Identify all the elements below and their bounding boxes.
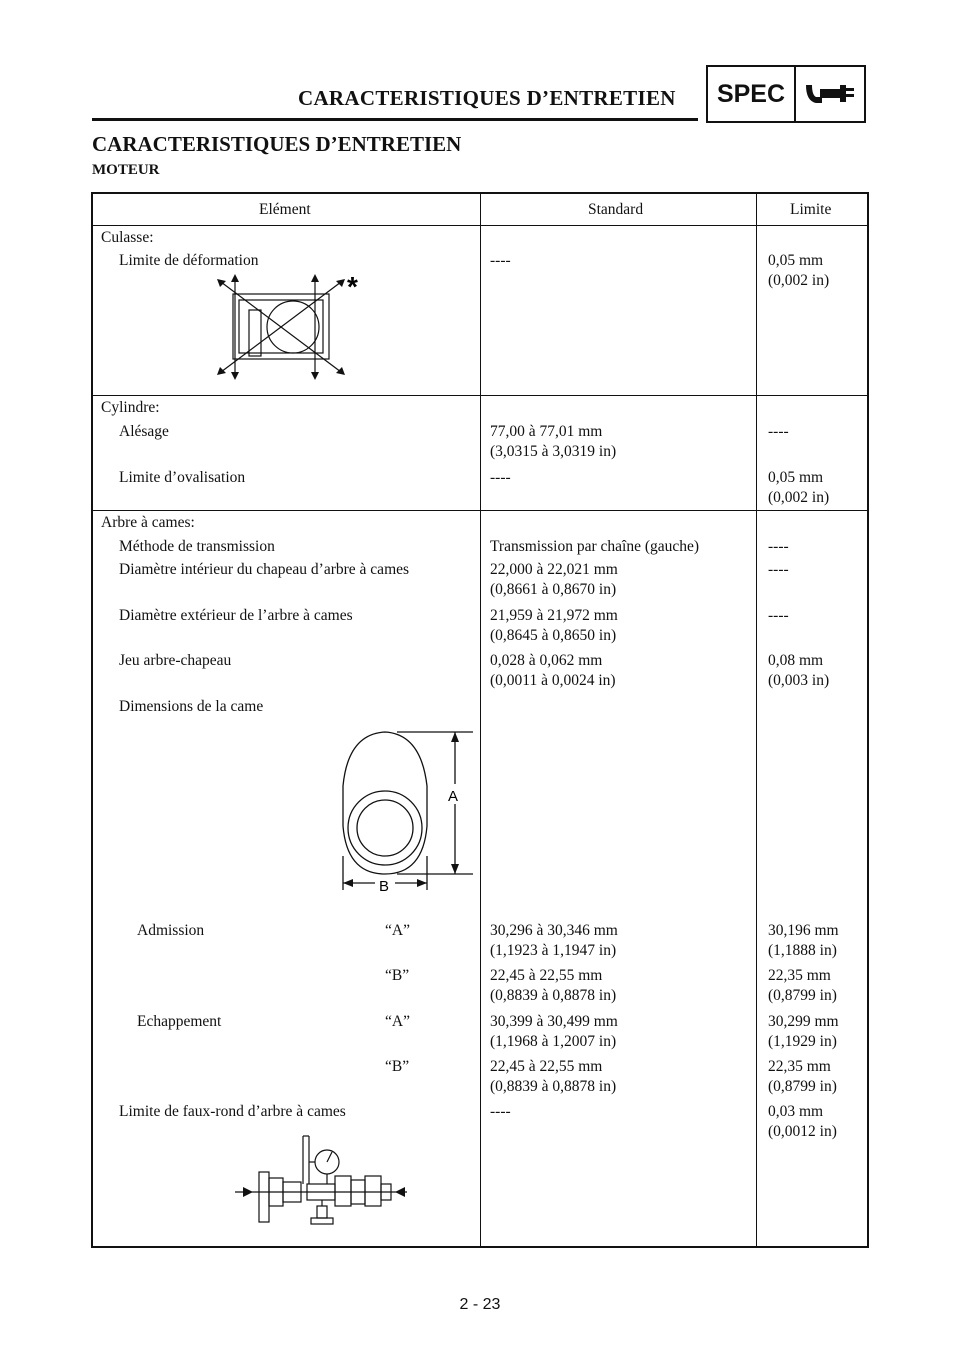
header-rule [92,118,698,121]
header-item: Elément [259,201,311,218]
label-echappement: Echappement [137,1013,222,1030]
std-clearance-2: (0,0011 à 0,0024 in) [490,672,616,689]
wrench-icon [796,67,864,121]
limit-ech-b-2: (0,8799 in) [768,1078,837,1095]
column-divider [756,194,757,1246]
std-adm-b-2: (0,8839 à 0,8878 in) [490,987,617,1004]
limit-ech-b-1: 22,35 mm [768,1058,831,1075]
item-drive: Méthode de transmission [119,538,275,555]
limit-clearance-1: 0,08 mm [768,652,824,669]
cylinder-head-warpage-diagram [211,272,371,382]
std-bore-2: (3,0315 à 3,0319 in) [490,443,617,460]
limit-adm-b-2: (0,8799 in) [768,987,837,1004]
group-cylindre: Cylindre: [101,399,160,416]
spec-table [91,192,869,1248]
group-arbre: Arbre à cames: [101,514,195,531]
item-clearance: Jeu arbre-chapeau [119,652,232,669]
item-od: Diamètre extérieur de l’arbre à cames [119,607,353,624]
limit-drive: ---- [768,538,789,555]
spec-badge-label: SPEC [708,67,796,121]
std-ech-a-1: 30,399 à 30,499 mm [490,1013,618,1030]
std-adm-a-1: 30,296 à 30,346 mm [490,922,618,939]
limit-od: ---- [768,607,789,624]
limit-oval-1: 0,05 mm [768,469,824,486]
item-bore: Alésage [119,423,169,440]
std-runout: ---- [490,1103,511,1120]
key-ech-a: “A” [385,1013,410,1030]
group-culasse: Culasse: [101,229,154,246]
figure-mark: * [347,272,358,302]
camshaft-runout-diagram [233,1134,413,1234]
std-od-1: 21,959 à 21,972 mm [490,607,618,624]
item-oval: Limite d’ovalisation [119,469,246,486]
item-cam-dims: Dimensions de la came [119,698,264,715]
page-number: 2 - 23 [459,1296,501,1313]
limit-runout-2: (0,0012 in) [768,1123,837,1140]
key-adm-a: “A” [385,922,410,939]
item-cap-id: Diamètre intérieur du chapeau d’arbre à cames [119,561,410,578]
limit-ech-a-1: 30,299 mm [768,1013,839,1030]
limit-bore: ---- [768,423,789,440]
std-drive: Transmission par chaîne (gauche) [490,538,700,555]
label-admission: Admission [137,922,205,939]
std-clearance-1: 0,028 à 0,062 mm [490,652,603,669]
std-bore-1: 77,00 à 77,01 mm [490,423,603,440]
header-limit: Limite [790,201,832,218]
limit-warp-2: (0,002 in) [768,272,830,289]
std-warp: ---- [490,252,511,269]
row-divider [93,510,867,511]
key-ech-b: “B” [385,1058,410,1075]
section-title: MOTEUR [92,162,160,178]
std-cap-id-2: (0,8661 à 0,8670 in) [490,581,617,598]
limit-warp-1: 0,05 mm [768,252,824,269]
limit-runout-1: 0,03 mm [768,1103,824,1120]
std-ech-a-2: (1,1968 à 1,2007 in) [490,1033,617,1050]
limit-cap-id: ---- [768,561,789,578]
limit-adm-b-1: 22,35 mm [768,967,831,984]
header-title: CARACTERISTIQUES D’ENTRETIEN [298,86,676,110]
std-ech-b-2: (0,8839 à 0,8878 in) [490,1078,617,1095]
page-title: CARACTERISTIQUES D’ENTRETIEN [92,132,462,156]
item-runout: Limite de faux-rond d’arbre à cames [119,1103,346,1120]
std-cap-id-1: 22,000 à 22,021 mm [490,561,618,578]
key-adm-b: “B” [385,967,410,984]
limit-adm-a-1: 30,196 mm [768,922,839,939]
column-divider [480,194,481,1246]
limit-oval-2: (0,002 in) [768,489,830,506]
std-adm-a-2: (1,1923 à 1,1947 in) [490,942,617,959]
std-oval: ---- [490,469,511,486]
std-adm-b-1: 22,45 à 22,55 mm [490,967,603,984]
cam-label-b: B [379,878,390,894]
header-standard: Standard [588,201,644,218]
std-ech-b-1: 22,45 à 22,55 mm [490,1058,603,1075]
row-divider [93,395,867,396]
std-od-2: (0,8645 à 0,8650 in) [490,627,617,644]
cam-label-a: A [448,788,459,805]
item-warp: Limite de déformation [119,252,259,269]
cam-lobe-diagram [323,728,483,894]
limit-adm-a-2: (1,1888 in) [768,942,837,959]
row-divider [93,225,867,226]
spec-badge [706,65,866,123]
limit-ech-a-2: (1,1929 in) [768,1033,837,1050]
limit-clearance-2: (0,003 in) [768,672,830,689]
